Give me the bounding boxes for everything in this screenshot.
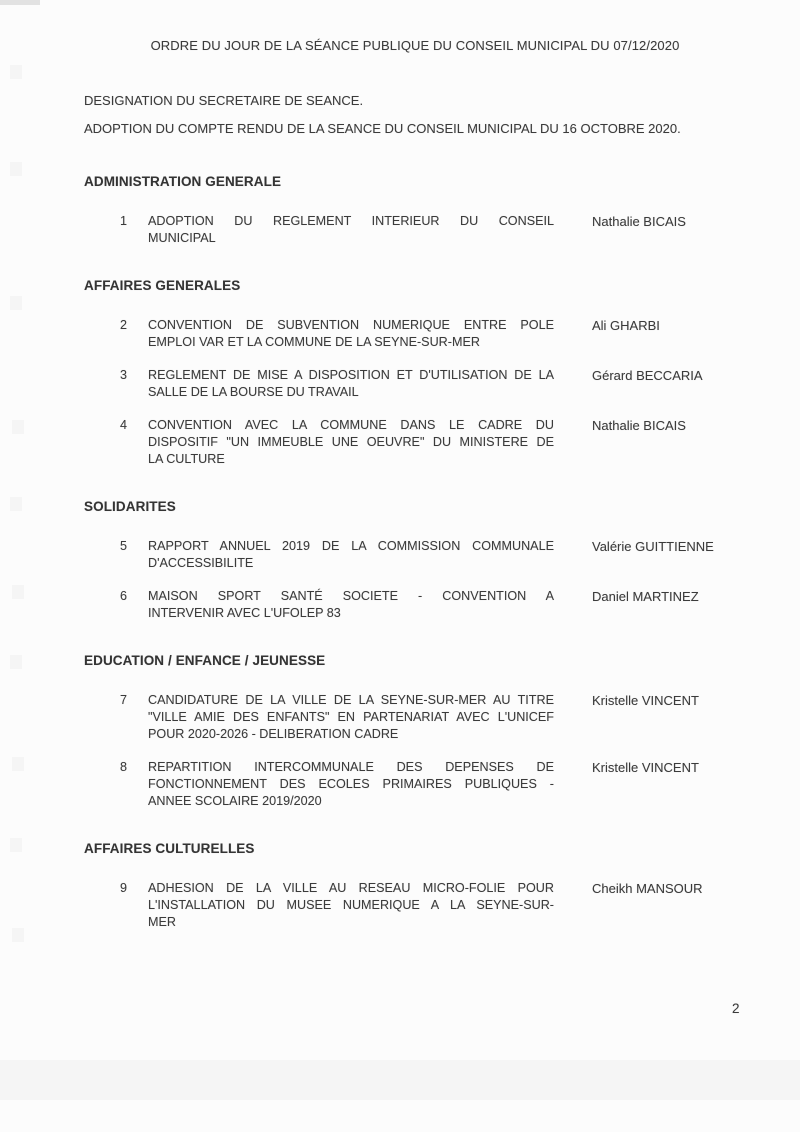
item-title	[148, 417, 554, 468]
item-title-line: INTERVENIR AVEC L'UFOLEP 83	[148, 606, 341, 620]
agenda-item-row	[0, 367, 800, 401]
item-title	[148, 692, 554, 743]
document-title: ORDRE DU JOUR DE LA SÉANCE PUBLIQUE DU CONSEIL MUNICIPAL DU 07/12/2020	[150, 38, 680, 53]
agenda-item-row	[0, 692, 800, 743]
item-title	[148, 880, 554, 931]
item-title-line: MUNICIPAL	[148, 231, 216, 245]
agenda-section	[0, 173, 800, 247]
item-title-line: ADHESION DE LA VILLE AU RESEAU MICRO-FOLIE POUR	[148, 881, 554, 895]
item-title	[148, 588, 554, 622]
item-title-line: DISPOSITIF "UN IMMEUBLE UNE OEUVRE" DU MINISTERE DE	[148, 435, 554, 449]
item-title-line: REPARTITION INTERCOMMUNALE DES DEPENSES DE	[148, 760, 554, 774]
item-rapporteur: Ali GHARBI	[592, 318, 660, 333]
item-title-line: CONVENTION AVEC LA COMMUNE DANS LE CADRE DU	[148, 418, 554, 432]
agenda-item-row	[0, 538, 800, 572]
item-title-line: ANNEE SCOLAIRE 2019/2020	[148, 794, 322, 808]
item-title-line: D'ACCESSIBILITE	[148, 556, 254, 570]
item-rapporteur: Gérard BECCARIA	[592, 368, 703, 383]
agenda-section	[0, 277, 800, 468]
preamble-line-compte-rendu: ADOPTION DU COMPTE RENDU DE LA SEANCE DU CONSEIL MUNICIPAL DU 16 OCTOBRE 2020.	[84, 121, 681, 136]
section-heading: SOLIDARITES	[84, 499, 176, 514]
section-heading: ADMINISTRATION GENERALE	[84, 174, 282, 189]
item-number: 4	[120, 418, 128, 432]
agenda-item-row	[0, 880, 800, 931]
agenda-section	[0, 652, 800, 810]
item-title-line: LA CULTURE	[148, 452, 225, 466]
section-heading: AFFAIRES GENERALES	[84, 278, 241, 293]
item-number: 5	[120, 539, 128, 553]
item-number: 2	[120, 318, 128, 332]
agenda-item-row	[0, 588, 800, 622]
item-rapporteur: Daniel MARTINEZ	[592, 589, 699, 604]
section-items	[0, 213, 800, 247]
item-title-line: MAISON SPORT SANTÉ SOCIETE - CONVENTION A	[148, 589, 554, 603]
item-rapporteur: Cheikh MANSOUR	[592, 881, 703, 896]
agenda-section	[0, 498, 800, 622]
item-title-line: EMPLOI VAR ET LA COMMUNE DE LA SEYNE-SUR-MER	[148, 335, 480, 349]
item-title-line: "VILLE AMIE DES ENFANTS" EN PARTENARIAT AVEC L'UNICEF	[148, 710, 554, 724]
section-heading: EDUCATION / ENFANCE / JEUNESSE	[84, 653, 326, 668]
item-number: 3	[120, 368, 128, 382]
item-number: 1	[120, 214, 128, 228]
item-rapporteur: Valérie GUITTIENNE	[592, 539, 714, 554]
item-title	[148, 317, 554, 351]
item-title-line: CONVENTION DE SUBVENTION NUMERIQUE ENTRE POLE	[148, 318, 554, 332]
scan-noise	[0, 1060, 800, 1100]
item-number: 7	[120, 693, 128, 707]
item-title	[148, 367, 554, 401]
preamble-line-secretaire: DESIGNATION DU SECRETAIRE DE SEANCE.	[84, 93, 364, 108]
section-items	[0, 538, 800, 622]
item-rapporteur: Kristelle VINCENT	[592, 760, 699, 775]
item-title-line: CANDIDATURE DE LA VILLE DE LA SEYNE-SUR-MER AU TITRE	[148, 693, 554, 707]
item-rapporteur: Nathalie BICAIS	[592, 214, 686, 229]
agenda-item-row	[0, 759, 800, 810]
section-heading: AFFAIRES CULTURELLES	[84, 841, 255, 856]
section-items	[0, 880, 800, 931]
item-title-line: L'INSTALLATION DU MUSEE NUMERIQUE A LA SEYNE-SUR-	[148, 898, 554, 912]
item-title-line: REGLEMENT DE MISE A DISPOSITION ET D'UTILISATION DE LA	[148, 368, 554, 382]
item-title	[148, 213, 554, 247]
agenda-item-row	[0, 317, 800, 351]
sections	[0, 173, 800, 931]
item-number: 6	[120, 589, 128, 603]
page-number: 2	[732, 1001, 740, 1016]
item-title-line: POUR 2020-2026 - DELIBERATION CADRE	[148, 727, 399, 741]
item-title-line: MER	[148, 915, 176, 929]
item-number: 8	[120, 760, 128, 774]
scan-noise	[10, 65, 22, 79]
item-title-line: ADOPTION DU REGLEMENT INTERIEUR DU CONSEIL	[148, 214, 554, 228]
item-title-line: RAPPORT ANNUEL 2019 DE LA COMMISSION COMMUNALE	[148, 539, 554, 553]
item-title	[148, 759, 554, 810]
item-title-line: SALLE DE LA BOURSE DU TRAVAIL	[148, 385, 359, 399]
item-number: 9	[120, 881, 128, 895]
section-items	[0, 317, 800, 468]
agenda-section	[0, 840, 800, 931]
agenda-item-row	[0, 417, 800, 468]
item-title-line: FONCTIONNEMENT DES ECOLES PRIMAIRES PUBLIQUES -	[148, 777, 554, 791]
item-rapporteur: Kristelle VINCENT	[592, 693, 699, 708]
section-items	[0, 692, 800, 810]
item-rapporteur: Nathalie BICAIS	[592, 418, 686, 433]
item-title	[148, 538, 554, 572]
agenda-item-row	[0, 213, 800, 247]
